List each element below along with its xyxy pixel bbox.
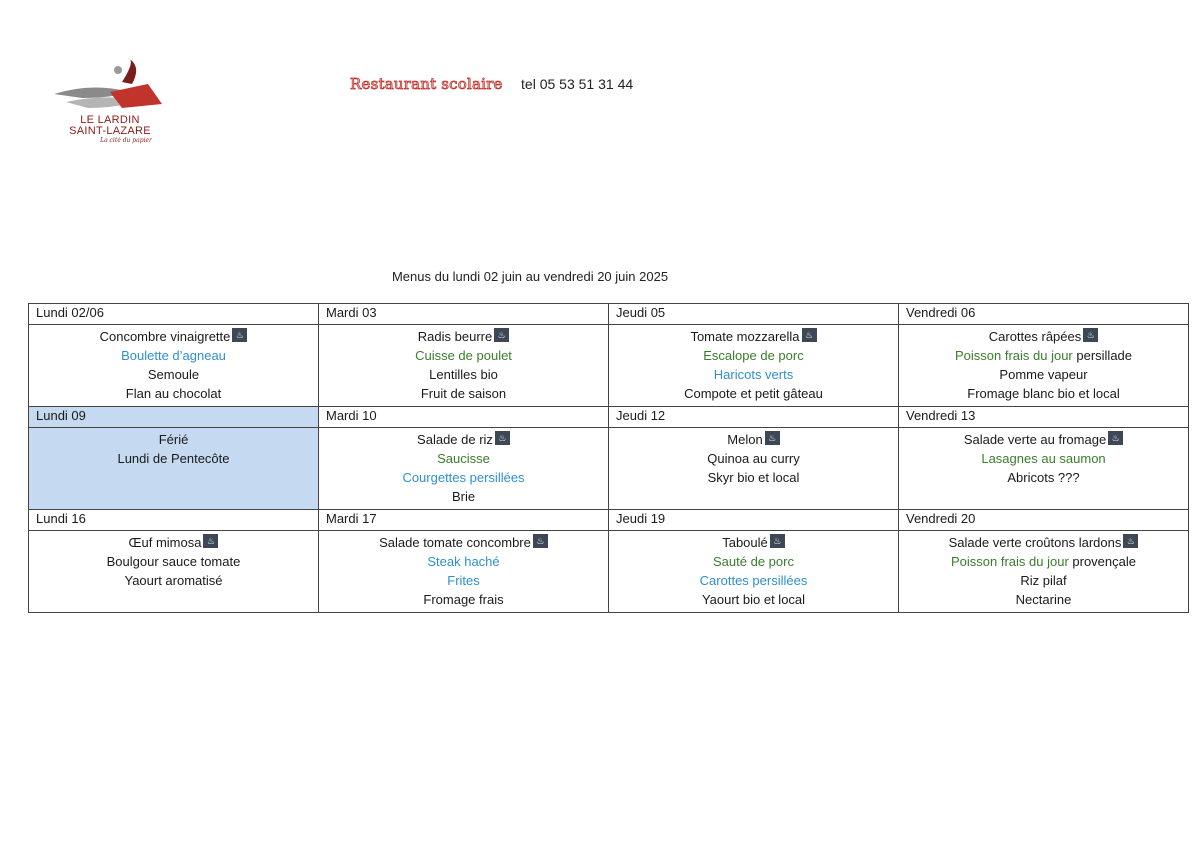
dish-line [29,552,318,571]
dish-line [319,365,608,384]
dish-name: Taboulé [722,535,768,550]
dish-line [319,430,608,449]
day-menu-cell [319,325,609,407]
dish-name: Carottes persillées [699,573,808,588]
dish-name: Salade verte au fromage [963,432,1107,447]
dish-line [899,449,1188,468]
cooking-pot-icon: ♨ [765,431,780,445]
dish-name: Lentilles bio [429,367,498,382]
dish-name: Carottes râpées [988,329,1082,344]
dish-line [319,384,608,403]
dish-line [609,533,898,552]
dish-line [29,346,318,365]
dish-name: Cuisse de poulet [415,348,512,363]
day-menu-cell [609,531,899,613]
dish-line [609,384,898,403]
cooking-pot-icon: ♨ [770,534,785,548]
cooking-pot-icon: ♨ [802,328,817,342]
dish-line [899,327,1188,346]
dish-name: Radis beurre [417,329,493,344]
week-header-row [29,510,1189,531]
dish-line [319,552,608,571]
cooking-pot-icon: ♨ [1083,328,1098,342]
cooking-pot-icon: ♨ [232,328,247,342]
day-menu-cell [29,428,319,510]
phone-number: tel 05 53 51 31 44 [521,76,634,92]
day-header: Mardi 10 [319,407,609,428]
day-header: Vendredi 13 [899,407,1189,428]
day-header: Vendredi 20 [899,510,1189,531]
dish-name: Poisson frais du jour [954,348,1073,363]
day-menu-cell [609,428,899,510]
day-menu-cell [29,531,319,613]
day-header: Jeudi 19 [609,510,899,531]
day-header: Lundi 02/06 [29,304,319,325]
dish-line [29,384,318,403]
day-header: Jeudi 12 [609,407,899,428]
dish-name: Fruit de saison [420,386,507,401]
dish-name: Steak haché [427,554,500,569]
week-menu-row [29,428,1189,510]
dish-line [29,365,318,384]
dish-name: Brie [451,489,476,504]
dish-name: Boulgour sauce tomate [106,554,241,569]
logo-emblem-icon [52,58,168,118]
dish-line [319,468,608,487]
dish-name: Salade verte croûtons lardons [948,535,1122,550]
day-menu-cell [899,325,1189,407]
dish-name: Poisson frais du jour [951,554,1069,569]
dish-line [319,487,608,506]
dish-name: Salade de riz [417,432,493,447]
dish-line [29,533,318,552]
dish-name: Concombre vinaigrette [99,329,231,344]
menu-period-title: Menus du lundi 02 juin au vendredi 20 juin 2025 [391,269,669,284]
day-header: Mardi 17 [319,510,609,531]
dish-name: Sauté de porc [713,554,794,569]
dish-line [609,365,898,384]
dish-name: Lundi de Pentecôte [117,451,230,466]
dish-line [899,571,1188,590]
dish-name: Skyr bio et local [707,470,800,485]
dish-line [609,590,898,609]
dish-name: Pomme vapeur [999,367,1088,382]
dish-line [319,449,608,468]
dish-line [899,468,1188,487]
menu-table [28,303,1189,613]
day-header: Vendredi 06 [899,304,1189,325]
day-menu-cell [319,428,609,510]
day-header: Lundi 16 [29,510,319,531]
day-menu-cell [29,325,319,407]
dish-name: Escalope de porc [703,348,804,363]
dish-line [899,346,1188,365]
cooking-pot-icon: ♨ [494,328,509,342]
day-header: Lundi 09 [29,407,319,428]
week-menu-row [29,531,1189,613]
dish-name: Boulette d’agneau [121,348,226,363]
dish-name: Courgettes persillées [402,470,525,485]
dish-name: Salade tomate concombre [379,535,531,550]
logo-line1: LE LARDIN [80,114,140,126]
dish-name: Haricots verts [713,367,794,382]
dish-line [609,430,898,449]
logo-line2: SAINT-LAZARE [69,125,151,137]
logo-tagline: La cité du papier [100,137,152,144]
dish-line [29,430,318,449]
town-logo [52,58,168,150]
dish-name: Yaourt aromatisé [124,573,223,588]
dish-line [29,571,318,590]
dish-line [609,449,898,468]
day-header: Mardi 03 [319,304,609,325]
dish-name: Fromage frais [423,592,504,607]
dish-name: Compote et petit gâteau [684,386,823,401]
week-header-row [29,304,1189,325]
dish-name: Abricots ??? [1007,470,1080,485]
dish-line [319,533,608,552]
dish-line [609,327,898,346]
day-menu-cell [899,531,1189,613]
cooking-pot-icon: ♨ [533,534,548,548]
dish-line [29,327,318,346]
dish-name: Yaourt bio et local [701,592,806,607]
dish-line [899,552,1188,571]
day-menu-cell [609,325,899,407]
dish-line [899,384,1188,403]
dish-name: Saucisse [437,451,490,466]
restaurant-title: Restaurant scolaire [350,75,503,93]
dish-suffix: persillade [1072,348,1133,363]
cooking-pot-icon: ♨ [203,534,218,548]
day-menu-cell [319,531,609,613]
dish-name: Semoule [147,367,200,382]
dish-name: Quinoa au curry [707,451,800,466]
dish-name: Tomate mozzarella [690,329,800,344]
dish-name: Œuf mimosa [128,535,202,550]
dish-line [899,590,1188,609]
dish-line [29,449,318,468]
dish-line [899,533,1188,552]
dish-line [899,365,1188,384]
dish-line [319,327,608,346]
dish-name: Melon [727,432,763,447]
dish-line [319,346,608,365]
dish-line [609,346,898,365]
dish-suffix: provençale [1068,554,1136,569]
day-menu-cell [899,428,1189,510]
cooking-pot-icon: ♨ [1108,431,1123,445]
week-menu-row [29,325,1189,407]
dish-name: Flan au chocolat [125,386,222,401]
dish-name: Férié [158,432,189,447]
day-header: Jeudi 05 [609,304,899,325]
dish-line [609,468,898,487]
dish-name: Lasagnes au saumon [981,451,1106,466]
dish-line [319,590,608,609]
dish-name: Fromage blanc bio et local [967,386,1120,401]
dish-line [319,571,608,590]
cooking-pot-icon: ♨ [1123,534,1138,548]
dish-line [609,571,898,590]
dish-name: Riz pilaf [1020,573,1067,588]
cooking-pot-icon: ♨ [495,431,510,445]
header [350,75,633,94]
dish-line [609,552,898,571]
week-header-row [29,407,1189,428]
dish-line [899,430,1188,449]
dish-name: Frites [447,573,480,588]
dish-name: Nectarine [1015,592,1072,607]
